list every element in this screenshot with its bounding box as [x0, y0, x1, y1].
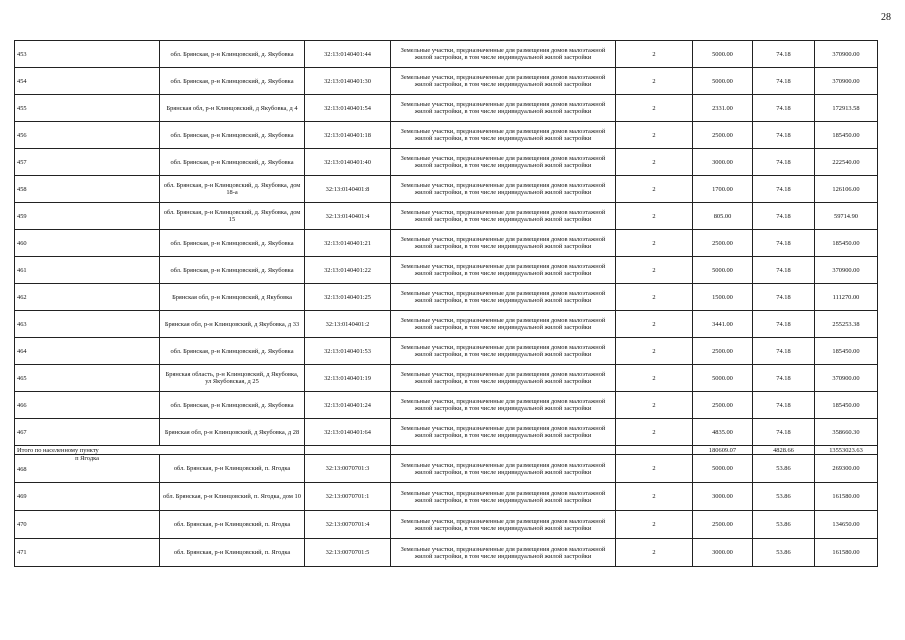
address-cell: обл. Брянская, р-н Клинцовский, п. Ягодка, дом 10: [160, 483, 305, 511]
cadastral-value-cell: 161580.00: [815, 483, 878, 511]
land-use-description-cell: Земельные участки, предназначенные для размещения домов малоэтажной жилой застройки, в том числе индивидуальной жилой застройки: [391, 483, 616, 511]
table-row: [15, 41, 878, 68]
coefficient-cell: 2: [616, 311, 693, 338]
row-number: [15, 455, 160, 483]
address-cell: обл. Брянская, р-н Клинцовский, п. Ягодка: [160, 455, 305, 483]
cadastral-number-cell: 32:13:0140401:53: [305, 338, 391, 365]
cadastral-value-cell: 358660.30: [815, 419, 878, 446]
row-number: 458: [15, 176, 160, 203]
rate-cell: 74.18: [753, 257, 815, 284]
cadastral-value-cell: 370900.00: [815, 68, 878, 95]
table-row: [15, 122, 878, 149]
land-use-description-cell: Земельные участки, предназначенные для размещения домов малоэтажной жилой застройки, в том числе индивидуальной жилой застройки: [391, 511, 616, 539]
address-cell: Брянская область, р-н Клинцовский, д Якубовка, ул Якубовская, д 25: [160, 365, 305, 392]
row-number: 471: [15, 539, 160, 567]
area-cell: 5000.00: [693, 68, 753, 95]
area-cell: 3000.00: [693, 149, 753, 176]
table-body-yagodka: [15, 455, 878, 567]
address-cell: Брянская обл, р-н Клинцовский, д Якубовка, д 28: [160, 419, 305, 446]
rate-cell: 74.18: [753, 95, 815, 122]
land-use-description-cell: Земельные участки, предназначенные для размещения домов малоэтажной жилой застройки, в том числе индивидуальной жилой застройки: [391, 392, 616, 419]
row-number: 465: [15, 365, 160, 392]
coefficient-cell: 2: [616, 149, 693, 176]
total-empty-cell: [391, 446, 616, 455]
row-number: 456: [15, 122, 160, 149]
rate-cell: 74.18: [753, 203, 815, 230]
table-row: [15, 539, 878, 567]
row-number: 461: [15, 257, 160, 284]
area-cell: 3441.00: [693, 311, 753, 338]
row-number: 463: [15, 311, 160, 338]
address-cell: обл. Брянская, р-н Клинцовский, д. Якубовка: [160, 149, 305, 176]
area-cell: 1700.00: [693, 176, 753, 203]
land-use-description-cell: Земельные участки, предназначенные для размещения домов малоэтажной жилой застройки, в том числе индивидуальной жилой застройки: [391, 257, 616, 284]
area-cell: 2500.00: [693, 122, 753, 149]
coefficient-cell: 2: [616, 122, 693, 149]
land-use-description-cell: Земельные участки, предназначенные для размещения домов малоэтажной жилой застройки, в том числе индивидуальной жилой застройки: [391, 365, 616, 392]
cadastral-value-cell: 59714.90: [815, 203, 878, 230]
address-cell: Брянская обл, р-н Клинцовский, д Якубовка: [160, 284, 305, 311]
row-number-text: 468: [17, 466, 27, 473]
cadastral-value-cell: 134650.00: [815, 511, 878, 539]
rate-cell: 53.86: [753, 455, 815, 483]
table-row: [15, 338, 878, 365]
cadastral-value-cell: 185450.00: [815, 122, 878, 149]
coefficient-cell: 2: [616, 95, 693, 122]
cadastral-value-cell: 370900.00: [815, 41, 878, 68]
area-cell: 5000.00: [693, 257, 753, 284]
cadastral-number-cell: 32:13:0140401:22: [305, 257, 391, 284]
area-cell: 2500.00: [693, 392, 753, 419]
coefficient-cell: 2: [616, 68, 693, 95]
address-cell: обл. Брянская, р-н Клинцовский, д. Якубовка: [160, 122, 305, 149]
land-use-description-cell: Земельные участки, предназначенные для размещения домов малоэтажной жилой застройки, в том числе индивидуальной жилой застройки: [391, 68, 616, 95]
total-empty-cell: [305, 446, 391, 455]
rate-cell: 74.18: [753, 419, 815, 446]
rate-cell: 53.86: [753, 511, 815, 539]
area-cell: 2500.00: [693, 230, 753, 257]
total-rate: 4828.66: [753, 446, 815, 455]
row-number: 459: [15, 203, 160, 230]
rate-cell: 74.18: [753, 41, 815, 68]
area-cell: 2500.00: [693, 511, 753, 539]
rate-cell: 74.18: [753, 176, 815, 203]
land-use-description-cell: Земельные участки, предназначенные для размещения домов малоэтажной жилой застройки, в том числе индивидуальной жилой застройки: [391, 122, 616, 149]
table-row: [15, 95, 878, 122]
area-cell: 3000.00: [693, 539, 753, 567]
cadastral-value-cell: 126106.00: [815, 176, 878, 203]
cadastral-number-cell: 32:13:0070701:3: [305, 455, 391, 483]
rate-cell: 74.18: [753, 68, 815, 95]
land-use-description-cell: Земельные участки, предназначенные для размещения домов малоэтажной жилой застройки, в том числе индивидуальной жилой застройки: [391, 455, 616, 483]
land-use-description-cell: Земельные участки, предназначенные для размещения домов малоэтажной жилой застройки, в том числе индивидуальной жилой застройки: [391, 230, 616, 257]
cadastral-value-cell: 185450.00: [815, 338, 878, 365]
row-number: 457: [15, 149, 160, 176]
row-number: 469: [15, 483, 160, 511]
cadastral-value-cell: 269300.00: [815, 455, 878, 483]
cadastral-number-cell: 32:13:0140401:21: [305, 230, 391, 257]
coefficient-cell: 2: [616, 41, 693, 68]
cadastral-number-cell: 32:13:0140401:54: [305, 95, 391, 122]
address-cell: обл. Брянская, р-н Клинцовский, д. Якубовка, дом 15: [160, 203, 305, 230]
address-cell: обл. Брянская, р-н Клинцовский, д. Якубовка: [160, 392, 305, 419]
cadastral-number-cell: 32:13:0140401:25: [305, 284, 391, 311]
area-cell: 2331.00: [693, 95, 753, 122]
area-cell: 5000.00: [693, 41, 753, 68]
cadastral-value-cell: 111270.00: [815, 284, 878, 311]
row-number: 467: [15, 419, 160, 446]
address-cell: Брянская обл, р-н Клинцовский, д Якубовка, д 33: [160, 311, 305, 338]
coefficient-cell: 2: [616, 539, 693, 567]
total-area: 180609.07: [693, 446, 753, 455]
cadastral-value-cell: 222540.00: [815, 149, 878, 176]
cadastral-number-cell: 32:13:0140401:30: [305, 68, 391, 95]
cadastral-number-cell: 32:13:0140401:40: [305, 149, 391, 176]
cadastral-number-cell: 32:13:0140401:8: [305, 176, 391, 203]
area-cell: 1500.00: [693, 284, 753, 311]
table-row: [15, 203, 878, 230]
cadastral-value-cell: 185450.00: [815, 230, 878, 257]
cadastral-number-cell: 32:13:0140401:18: [305, 122, 391, 149]
cadastral-number-cell: 32:13:0140401:19: [305, 365, 391, 392]
total-value: 13553023.63: [815, 446, 878, 455]
cadastral-number-cell: 32:13:0140401:24: [305, 392, 391, 419]
cadastral-value-cell: 185450.00: [815, 392, 878, 419]
table-row: [15, 257, 878, 284]
table-row: [15, 68, 878, 95]
land-use-description-cell: Земельные участки, предназначенные для размещения домов малоэтажной жилой застройки, в том числе индивидуальной жилой застройки: [391, 338, 616, 365]
table-row: [15, 230, 878, 257]
rate-cell: 74.18: [753, 338, 815, 365]
table-row: [15, 419, 878, 446]
address-cell: обл. Брянская, р-н Клинцовский, д. Якубовка: [160, 230, 305, 257]
coefficient-cell: 2: [616, 176, 693, 203]
table-total-section: [15, 446, 878, 455]
address-cell: обл. Брянская, р-н Клинцовский, п. Ягодка: [160, 539, 305, 567]
row-number: 460: [15, 230, 160, 257]
land-use-description-cell: Земельные участки, предназначенные для размещения домов малоэтажной жилой застройки, в том числе индивидуальной жилой застройки: [391, 149, 616, 176]
area-cell: 805.00: [693, 203, 753, 230]
table-row: [15, 392, 878, 419]
coefficient-cell: 2: [616, 230, 693, 257]
row-number: 464: [15, 338, 160, 365]
area-cell: 2500.00: [693, 338, 753, 365]
rate-cell: 74.18: [753, 122, 815, 149]
rate-cell: 74.18: [753, 365, 815, 392]
row-number: 453: [15, 41, 160, 68]
row-number: 454: [15, 68, 160, 95]
total-row: [15, 446, 878, 455]
cadastral-value-cell: 370900.00: [815, 257, 878, 284]
table-row: [15, 284, 878, 311]
land-use-description-cell: Земельные участки, предназначенные для размещения домов малоэтажной жилой застройки, в том числе индивидуальной жилой застройки: [391, 539, 616, 567]
row-number: 462: [15, 284, 160, 311]
cadastral-value-cell: 370900.00: [815, 365, 878, 392]
table-row: [15, 176, 878, 203]
row-number: 455: [15, 95, 160, 122]
rate-cell: 74.18: [753, 392, 815, 419]
row-number: 470: [15, 511, 160, 539]
coefficient-cell: 2: [616, 284, 693, 311]
total-label: Итого по населенному пункту: [15, 446, 305, 455]
cadastral-number-cell: 32:13:0070701:1: [305, 483, 391, 511]
address-cell: обл. Брянская, р-н Клинцовский, д. Якубовка: [160, 257, 305, 284]
land-use-description-cell: Земельные участки, предназначенные для размещения домов малоэтажной жилой застройки, в том числе индивидуальной жилой застройки: [391, 311, 616, 338]
coefficient-cell: 2: [616, 365, 693, 392]
rate-cell: 74.18: [753, 149, 815, 176]
land-use-description-cell: Земельные участки, предназначенные для размещения домов малоэтажной жилой застройки, в том числе индивидуальной жилой застройки: [391, 176, 616, 203]
coefficient-cell: 2: [616, 203, 693, 230]
area-cell: 5000.00: [693, 455, 753, 483]
cadastral-number-cell: 32:13:0140401:44: [305, 41, 391, 68]
table-row: [15, 149, 878, 176]
cadastral-number-cell: 32:13:0140401:4: [305, 203, 391, 230]
table-body-yakubovka: [15, 41, 878, 446]
section-label: п Ягодка: [75, 455, 99, 462]
coefficient-cell: 2: [616, 392, 693, 419]
land-use-description-cell: Земельные участки, предназначенные для размещения домов малоэтажной жилой застройки, в том числе индивидуальной жилой застройки: [391, 284, 616, 311]
area-cell: 3000.00: [693, 483, 753, 511]
address-cell: Брянская обл, р-н Клинцовский, д Якубовка, д 4: [160, 95, 305, 122]
land-use-description-cell: Земельные участки, предназначенные для размещения домов малоэтажной жилой застройки, в том числе индивидуальной жилой застройки: [391, 203, 616, 230]
land-use-description-cell: Земельные участки, предназначенные для размещения домов малоэтажной жилой застройки, в том числе индивидуальной жилой застройки: [391, 419, 616, 446]
area-cell: 5000.00: [693, 365, 753, 392]
rate-cell: 74.18: [753, 230, 815, 257]
address-cell: обл. Брянская, р-н Клинцовский, д. Якубовка: [160, 338, 305, 365]
address-cell: обл. Брянская, р-н Клинцовский, п. Ягодка: [160, 511, 305, 539]
rate-cell: 74.18: [753, 284, 815, 311]
rate-cell: 74.18: [753, 311, 815, 338]
address-cell: обл. Брянская, р-н Клинцовский, д. Якубовка: [160, 68, 305, 95]
land-use-description-cell: Земельные участки, предназначенные для размещения домов малоэтажной жилой застройки, в том числе индивидуальной жилой застройки: [391, 95, 616, 122]
coefficient-cell: 2: [616, 419, 693, 446]
table-row: [15, 483, 878, 511]
coefficient-cell: 2: [616, 511, 693, 539]
rate-cell: 53.86: [753, 483, 815, 511]
table-row: [15, 365, 878, 392]
table-row: [15, 511, 878, 539]
row-number: 466: [15, 392, 160, 419]
address-cell: обл. Брянская, р-н Клинцовский, д. Якубовка: [160, 41, 305, 68]
coefficient-cell: 2: [616, 338, 693, 365]
table-row: [15, 455, 878, 483]
cadastral-number-cell: 32:13:0070701:5: [305, 539, 391, 567]
page-number: 28: [881, 12, 891, 23]
cadastral-number-cell: 32:13:0140401:2: [305, 311, 391, 338]
area-cell: 4835.00: [693, 419, 753, 446]
table-row: [15, 311, 878, 338]
cadastral-value-cell: 161580.00: [815, 539, 878, 567]
cadastral-value-cell: 172913.58: [815, 95, 878, 122]
land-use-description-cell: Земельные участки, предназначенные для размещения домов малоэтажной жилой застройки, в том числе индивидуальной жилой застройки: [391, 41, 616, 68]
coefficient-cell: 2: [616, 455, 693, 483]
total-empty-cell: [616, 446, 693, 455]
cadastral-number-cell: 32:13:0070701:4: [305, 511, 391, 539]
rate-cell: 53.86: [753, 539, 815, 567]
coefficient-cell: 2: [616, 483, 693, 511]
cadastral-number-cell: 32:13:0140401:64: [305, 419, 391, 446]
land-plots-table: [14, 40, 878, 567]
cadastral-value-cell: 255253.38: [815, 311, 878, 338]
address-cell: обл. Брянская, р-н Клинцовский, д. Якубовка, дом 18-а: [160, 176, 305, 203]
coefficient-cell: 2: [616, 257, 693, 284]
